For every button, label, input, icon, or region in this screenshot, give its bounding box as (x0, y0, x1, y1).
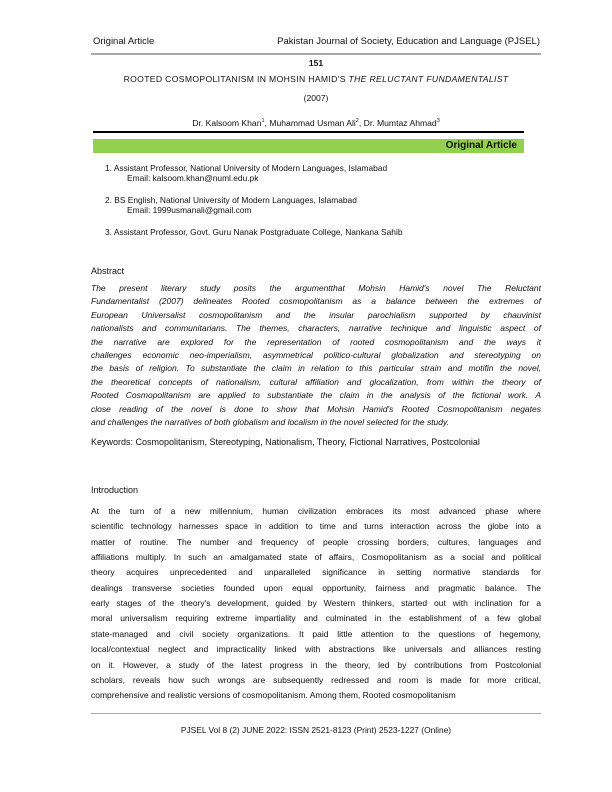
introduction-line: local/contextual neglect and impracticality linked with abstractions like universals and alliances resting (91, 644, 541, 655)
abstract-line: close reading of the novel is done to show that Mohsin Hamid's Rooted Cosmopolitanism negates (91, 403, 541, 414)
introduction-line: affiliations multiply. In such an amalgamated state of affairs, Cosmopolitanism as a social and political (91, 552, 541, 563)
introduction-line: scientific technology harnesses space in addition to time and turns interaction across the globe into a (91, 521, 541, 532)
introduction-line: on it. However, a study of the latest progress in the theory, led by contributions from Postcolonial (91, 659, 541, 670)
abstract-line: and challenges the narratives of both globalism and localism in the novel selected for the study. (91, 417, 449, 427)
affiliation-text: 1. Assistant Professor, National University of Modern Languages, Islamabad (105, 163, 388, 173)
affiliation-email: Email: 1999usmanali@gmail.com (127, 205, 252, 215)
introduction-line: scholars, reveals how such wrongs are subsequently redressed and room is made for more critical, (91, 674, 541, 685)
authors-rule (93, 131, 524, 133)
header-left: Original Article (93, 36, 155, 47)
header-rule (91, 53, 541, 55)
title-novel: THE RELUCTANT FUNDAMENTALIST (348, 74, 509, 84)
abstract-line: Fundamentalist (2007) delineates Rooted cosmopolitanism as a balance between the extremes of (91, 296, 541, 307)
author-sup: 2 (355, 118, 359, 125)
abstract-line: the theoretical concepts of nationalism, cultural affiliation and glocalization, from within the theory of (91, 376, 541, 387)
affiliation-text: 3. Assistant Professor, Govt. Guru Nanak Postgraduate College, Nankana Sahib (105, 227, 403, 237)
introduction-line: early stages of the theory's development, guided by Western thinkers, started out with inclination for a (91, 598, 541, 609)
introduction-line: matter of routine. The number and frequency of people crossing borders, cultures, languages and (91, 536, 541, 547)
keywords: Keywords: Cosmopolitanism, Stereotyping, Nationalism, Theory, Fictional Narratives, Postcolonial (91, 437, 480, 447)
affiliation (105, 227, 402, 237)
footer: PJSEL Vol 8 (2) JUNE 2022: ISSN 2521-8123 (Print) 2523-1227 (Online) (180, 725, 452, 735)
abstract-line: The present literary study posits the argumentthat Mohsin Hamid's novel The Reluctant (91, 283, 541, 293)
footer-rule (91, 713, 541, 714)
introduction-line: At the turn of a new millennium, human civilization embraces its most advanced phase where (91, 506, 541, 516)
introduction-line: moral universalism requiring extreme impartiality and culminated in the establishment of a few global (91, 613, 541, 624)
article-type-banner (93, 139, 524, 153)
abstract-heading: Abstract (91, 266, 125, 276)
abstract-line: the narrative are explored for the representation of rooted cosmopolitanism and the ways it (91, 336, 541, 347)
title-year: (2007) (303, 93, 329, 103)
authors (91, 118, 541, 128)
introduction-line: state-managed and civil society organizations. It paid little attention to the questions of hegemony, (91, 628, 541, 639)
abstract-line: challenges economic neo-imperialism, asymmetrical politico-cultural globalization and stereotyping on (91, 350, 541, 360)
introduction-line: theory acquires unprecedented and unparalleled significance in setting normative standards for (91, 567, 541, 578)
abstract-line: Rooted Cosmopolitanism are applied to substantiate the claim in the analysis of the fictional work. A (91, 390, 541, 401)
introduction-line: comprehensive and realistic versions of cosmopolitanism. Among them, Rooted cosmopolitanism (91, 690, 456, 701)
author-name: , Dr. Mumtaz Ahmad (358, 118, 437, 128)
article-title (91, 74, 541, 84)
abstract-line: the basis of religion. To substantiate the claim in relation to this particular strain and motifin the novel, (91, 363, 541, 374)
header-journal: Pakistan Journal of Society, Education and Language (PJSEL) (277, 36, 540, 47)
abstract-line: nationalists and communitarians. The themes, characters, narrative technique and linguistic aspect of (91, 323, 541, 334)
title-main: ROOTED COSMOPOLITANISM IN MOHSIN HAMID'S (123, 74, 349, 84)
page-number: 151 (308, 58, 324, 68)
author-sup: 3 (436, 118, 440, 125)
author-sup: 1 (261, 118, 265, 125)
affiliation-email: Email: kalsoom.khan@numl.edu.pk (127, 173, 259, 183)
banner-label: Original Article (445, 140, 517, 151)
author-name: Dr. Kalsoom Khan (192, 118, 262, 128)
introduction-heading: Introduction (91, 485, 139, 495)
affiliation (105, 163, 387, 183)
affiliation-text: 2. BS English, National University of Modern Languages, Islamabad (105, 195, 357, 205)
affiliation (105, 195, 357, 215)
author-name: , Muhammad Usman Ali (264, 118, 356, 128)
introduction-line: dealings transverse societies founded upon equal opportunity, fairness and pragmatic balance. The (91, 582, 541, 593)
abstract-line: European Universalist cosmopolitanism and the insular parochialism supported by chauvinist (91, 309, 541, 320)
